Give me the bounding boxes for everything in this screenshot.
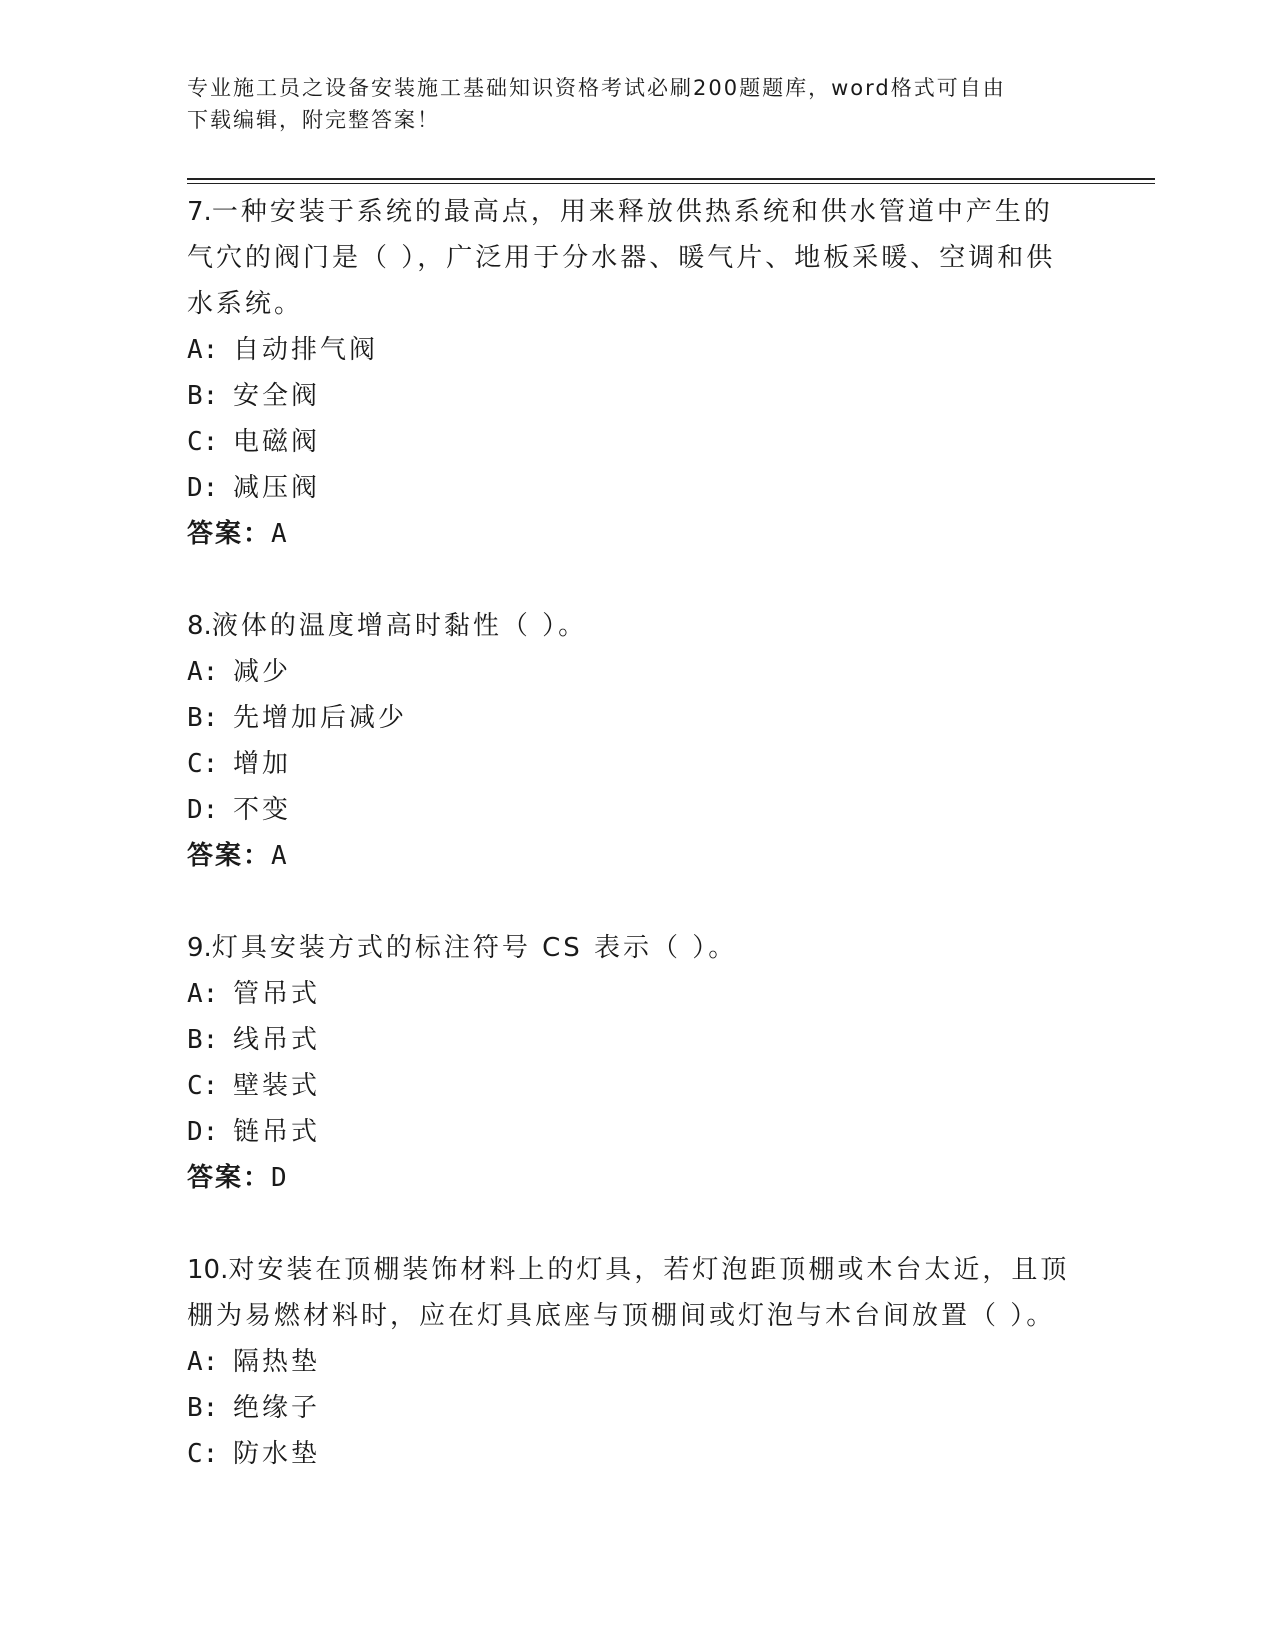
option-key: B: [187,1025,219,1055]
option-key: B: [187,1393,219,1423]
option-b [187,1385,1087,1431]
stem-text: 灯具安装方式的标注符号 CS 表示（ ）。 [211,933,738,963]
stem-line: 气穴的阀门是（ ），广泛用于分水器、暖气片、地板采暖、空调和供 [187,243,1056,273]
question-stem [187,1247,1087,1339]
option-key: A: [187,979,219,1009]
stem-line: 棚为易燃材料时，应在灯具底座与顶棚间或灯泡与木台间放置（ ）。 [187,1301,1056,1331]
question-list [187,189,1087,1477]
stem-text: 液体的温度增高时黏性（ ）。 [211,611,588,641]
option-key: B: [187,381,219,411]
option-key: C: [187,1439,219,1469]
option-a [187,1339,1087,1385]
answer-value: A [271,841,289,871]
question-number: 9. [187,933,212,963]
option-text: 隔热垫 [233,1347,321,1377]
stem-line [187,189,1087,235]
option-a [187,649,1087,695]
answer-label: 答案： [187,841,272,871]
option-text: 防水垫 [233,1439,321,1469]
option-text: 电磁阀 [233,427,321,457]
option-d [187,1109,1087,1155]
question-10 [187,1247,1087,1477]
question-spacer [187,1201,1087,1247]
option-key: C: [187,749,219,779]
option-text: 不变 [233,795,292,825]
option-b [187,1017,1087,1063]
option-text: 线吊式 [233,1025,321,1055]
answer-label: 答案： [187,519,272,549]
question-8 [187,603,1087,879]
option-b [187,373,1087,419]
option-c [187,741,1087,787]
question-stem [187,603,1087,649]
option-text: 增加 [233,749,292,779]
question-spacer [187,557,1087,603]
option-key: A: [187,657,219,687]
option-text: 先增加后减少 [233,703,408,733]
option-text: 减少 [233,657,292,687]
header-line-2: 下载编辑，附完整答案！ [187,108,440,132]
option-key: A: [187,1347,219,1377]
header-divider-thick [187,178,1155,180]
option-text: 绝缘子 [233,1393,321,1423]
answer-line [187,511,1087,557]
answer-label: 答案： [187,1163,272,1193]
option-a [187,327,1087,373]
option-text: 壁装式 [233,1071,321,1101]
question-9 [187,925,1087,1201]
option-text: 减压阀 [233,473,321,503]
option-text: 链吊式 [233,1117,321,1147]
question-stem [187,925,1087,971]
answer-line [187,833,1087,879]
option-text: 自动排气阀 [233,335,379,365]
option-key: C: [187,1071,219,1101]
option-c [187,419,1087,465]
option-key: D: [187,1117,219,1147]
answer-value: A [271,519,289,549]
option-d [187,465,1087,511]
stem-line [187,925,1087,971]
option-text: 安全阀 [233,381,321,411]
question-number: 8. [187,611,212,641]
option-b [187,695,1087,741]
stem-text: 对安装在顶棚装饰材料上的灯具，若灯泡距顶棚或木台太近，且顶 [228,1255,1070,1285]
question-stem [187,189,1087,327]
document-header [187,72,1087,136]
option-d [187,787,1087,833]
stem-text: 一种安装于系统的最高点，用来释放供热系统和供水管道中产生的 [211,197,1053,227]
stem-line: 水系统。 [187,289,304,319]
option-a [187,971,1087,1017]
stem-line [187,603,1087,649]
option-c [187,1063,1087,1109]
answer-line [187,1155,1087,1201]
header-divider-thin [187,183,1155,184]
answer-value: D [271,1163,289,1193]
header-line-1: 专业施工员之设备安装施工基础知识资格考试必刷200题题库，word格式可自由 [187,76,1006,100]
option-c [187,1431,1087,1477]
option-key: D: [187,473,219,503]
option-key: A: [187,335,219,365]
stem-line [187,1247,1087,1293]
option-text: 管吊式 [233,979,321,1009]
question-spacer [187,879,1087,925]
question-7 [187,189,1087,557]
option-key: C: [187,427,219,457]
question-number: 10. [187,1255,229,1285]
question-number: 7. [187,197,212,227]
option-key: B: [187,703,219,733]
option-key: D: [187,795,219,825]
